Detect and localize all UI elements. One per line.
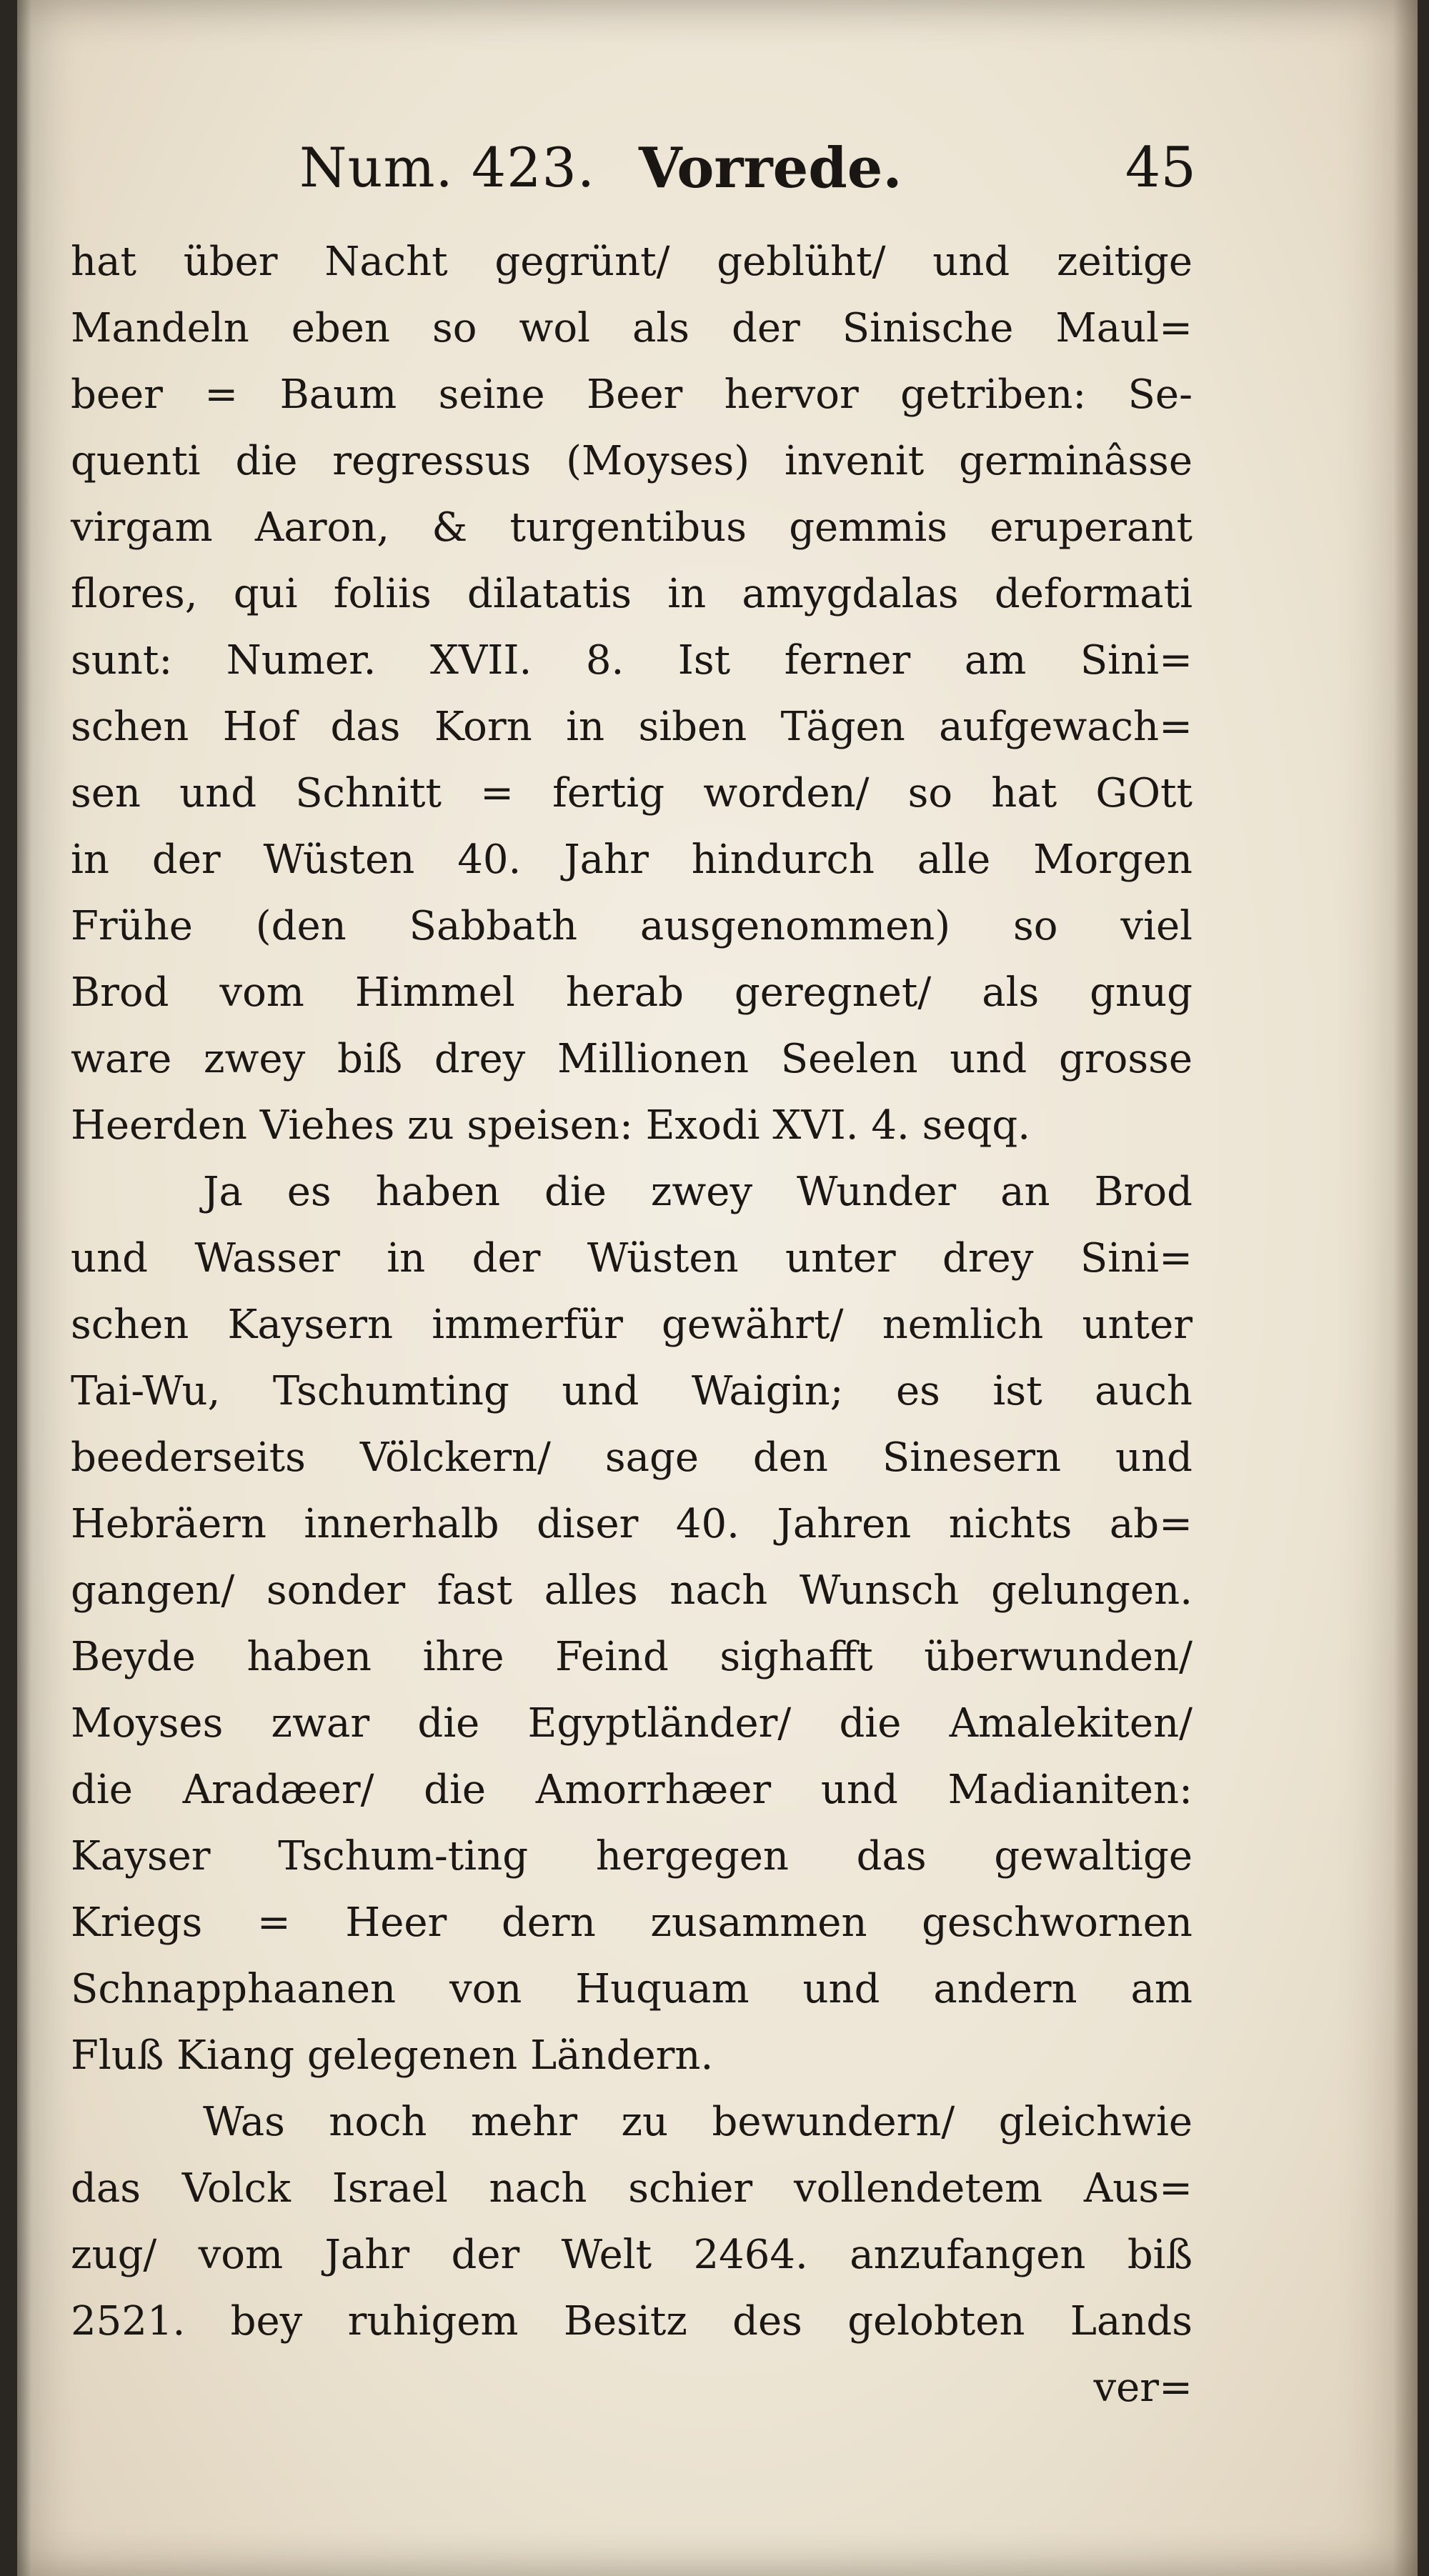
text-line: Frühe (den Sabbath ausgenommen) so viel xyxy=(71,903,1193,949)
text-line: die Aradæer/ die Amorrhæer und Madianiten: xyxy=(71,1767,1193,1813)
text-line: hat über Nacht gegrünt/ geblüht/ und zeitige xyxy=(71,239,1193,285)
text-line: schen Kaysern immerfür gewährt/ nemlich unter xyxy=(71,1302,1193,1348)
text-line: beederseits Völckern/ sage den Sinesern und xyxy=(71,1434,1193,1481)
text-line: das Volck Israel nach schier vollendetem Aus= xyxy=(71,2165,1193,2212)
text-line: Schnapphaanen von Huquam und andern am xyxy=(71,1966,1193,2012)
text-line: sunt: Numer. XVII. 8. Ist ferner am Sini= xyxy=(71,637,1193,684)
text-line: ware zwey biß drey Millionen Seelen und grosse xyxy=(71,1036,1193,1082)
book-page xyxy=(17,0,1418,2576)
text-line: sen und Schnitt = fertig worden/ so hat GOtt xyxy=(71,770,1193,817)
text-line: gangen/ sonder fast alles nach Wunsch gelungen. xyxy=(71,1567,1193,1614)
text-line: flores, qui foliis dilatatis in amygdalas deformati xyxy=(71,571,1193,617)
text-line: Kayser Tschum-ting hergegen das gewaltige xyxy=(71,1833,1193,1879)
page-number: 45 xyxy=(1125,136,1196,200)
text-line: beer = Baum seine Beer hervor getriben: Se- xyxy=(71,371,1193,418)
text-line: 2521. bey ruhigem Besitz des gelobten Lands xyxy=(71,2298,1193,2345)
text-line: schen Hof das Korn in siben Tägen aufgewach= xyxy=(71,704,1193,750)
page-gutter-shadow xyxy=(17,0,31,2576)
text-line: in der Wüsten 40. Jahr hindurch alle Morgen xyxy=(71,837,1193,883)
text-line: zug/ vom Jahr der Welt 2464. anzufangen biß xyxy=(71,2232,1193,2278)
text-line: Moyses zwar die Egyptländer/ die Amalekiten/ xyxy=(71,1700,1193,1747)
text-line: virgam Aaron, & turgentibus gemmis eruperant xyxy=(71,504,1193,551)
text-line: Mandeln eben so wol als der Sinische Maul= xyxy=(71,305,1193,351)
text-line: Hebräern innerhalb diser 40. Jahren nichts ab= xyxy=(71,1501,1193,1547)
body-text xyxy=(71,229,1193,2421)
text-line: Heerden Viehes zu speisen: Exodi XVI. 4. seqq. xyxy=(71,1102,1030,1149)
catchword: ver= xyxy=(1093,2365,1193,2411)
section-number: Num. 423. xyxy=(299,136,596,199)
running-header xyxy=(299,136,1196,221)
text-line: Brod vom Himmel herab geregnet/ als gnug xyxy=(71,969,1193,1016)
paragraph-start-line: Was noch mehr zu bewundern/ gleichwie xyxy=(203,2099,1193,2145)
text-line: Beyde haben ihre Feind sighafft überwunden/ xyxy=(71,1634,1193,1680)
text-line: Fluß Kiang gelegenen Ländern. xyxy=(71,2032,714,2079)
text-line: und Wasser in der Wüsten unter drey Sini= xyxy=(71,1235,1193,1282)
page-edge-shadow xyxy=(1393,0,1418,2576)
text-line: Tai-Wu, Tschumting und Waigin; es ist auch xyxy=(71,1368,1193,1414)
paragraph-start-line: Ja es haben die zwey Wunder an Brod xyxy=(203,1169,1193,1215)
text-line: quenti die regressus (Moyses) invenit germinâsse xyxy=(71,438,1193,484)
running-title: Vorrede. xyxy=(639,136,902,201)
text-line: Kriegs = Heer dern zusammen geschwornen xyxy=(71,1899,1193,1946)
